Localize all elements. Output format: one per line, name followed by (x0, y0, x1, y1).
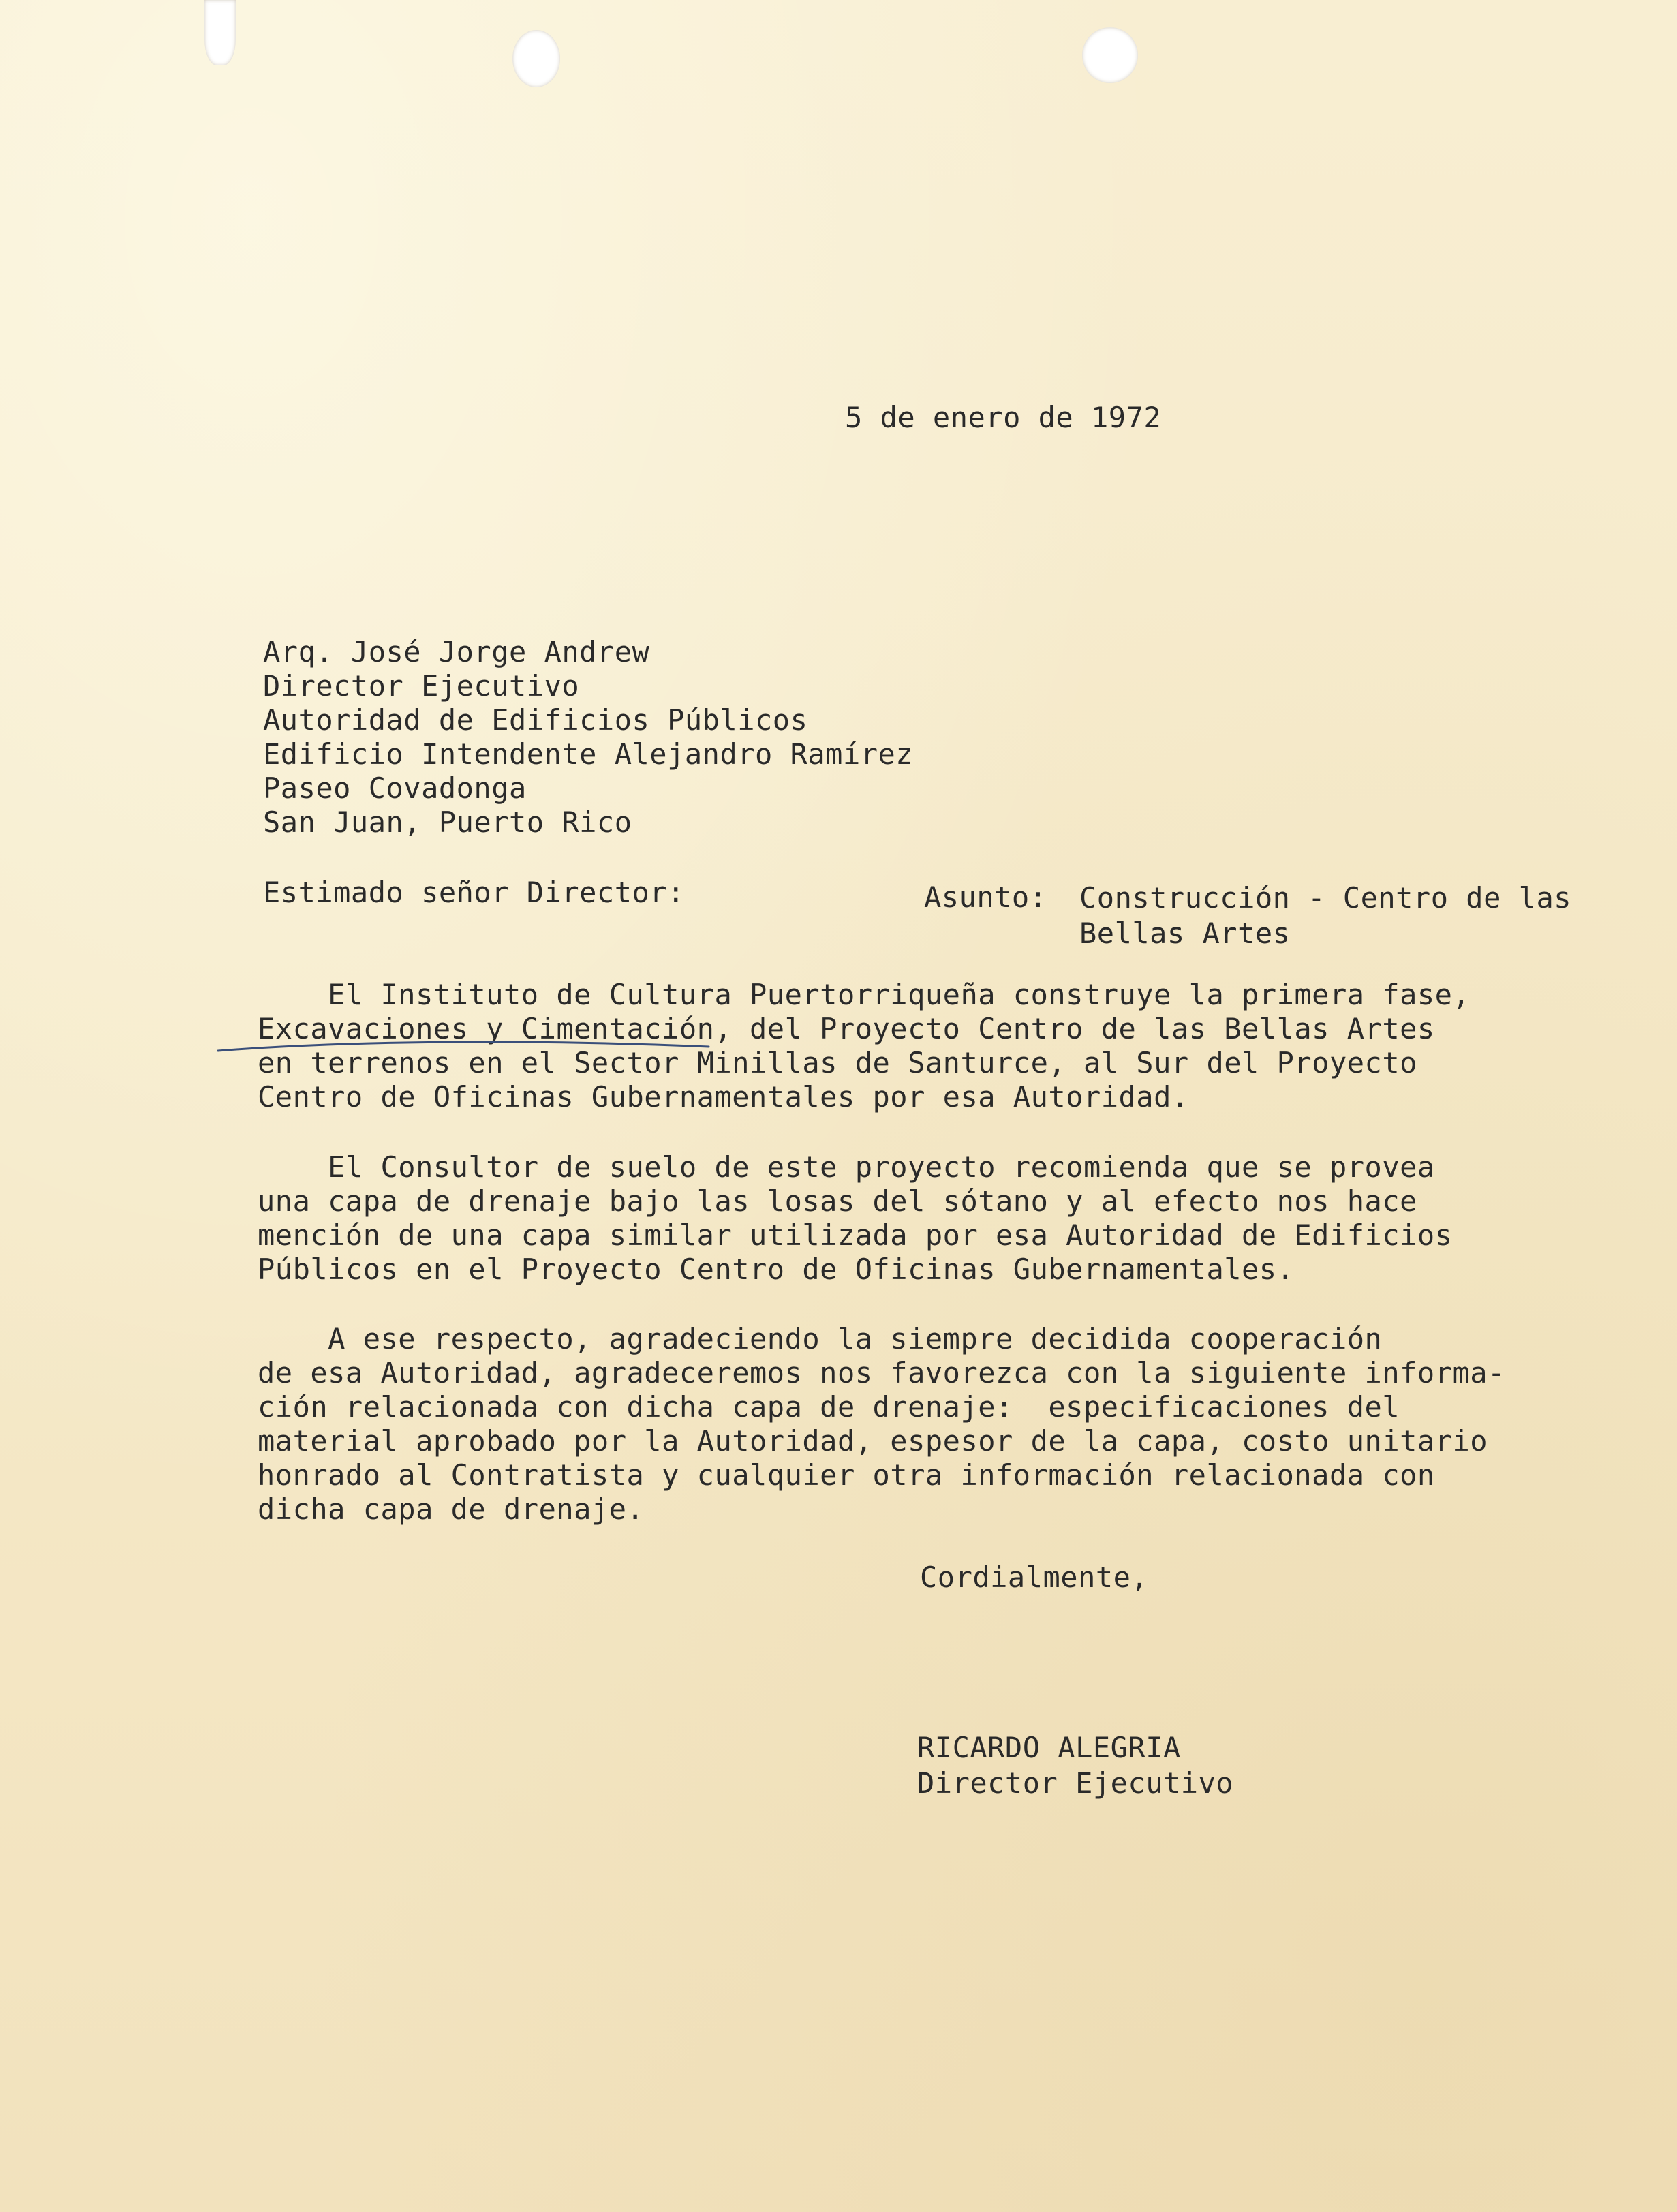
paragraph-line: en terrenos en el Sector Minillas de Santurce, al Sur del Proyecto (258, 1046, 1417, 1079)
body-paragraph (258, 1322, 1505, 1526)
recipient-line: Arq. José Jorge Andrew (263, 635, 650, 669)
paragraph-line: Excavaciones y Cimentación, del Proyecto Centro de las Bellas Artes (258, 1012, 1435, 1045)
paragraph-line: una capa de drenaje bajo las losas del sótano y al efecto nos hace (258, 1184, 1417, 1218)
paragraph-line: El Instituto de Cultura Puertorriqueña construye la primera fase, (258, 978, 1471, 1011)
salutation: Estimado señor Director: (263, 876, 685, 909)
paragraph-line: Centro de Oficinas Gubernamentales por esa Autoridad. (258, 1080, 1189, 1113)
letter-date: 5 de enero de 1972 (845, 401, 1162, 434)
punch-hole (512, 30, 560, 87)
recipient-line: Paseo Covadonga (263, 771, 527, 805)
subject-line: Construcción - Centro de las (1079, 881, 1572, 915)
signature-name: RICARDO ALEGRIA (917, 1731, 1181, 1764)
body-paragraph (258, 978, 1470, 1114)
paragraph-line: A ese respecto, agradeciendo la siempre decidida cooperación (258, 1322, 1383, 1355)
signature-title: Director Ejecutivo (917, 1766, 1234, 1800)
paragraph-line: de esa Autoridad, agradeceremos nos favorezca con la siguiente informa- (258, 1356, 1505, 1389)
body-paragraph (258, 1150, 1452, 1287)
subject-line: Bellas Artes (1079, 917, 1291, 950)
paragraph-line: honrado al Contratista y cualquier otra información relacionada con (258, 1458, 1435, 1492)
subject-label: Asunto: (924, 880, 1047, 914)
recipient-line: Edificio Intendente Alejandro Ramírez (263, 737, 914, 771)
paragraph-line: material aprobado por la Autoridad, espesor de la capa, costo unitario (258, 1424, 1488, 1458)
paragraph-line: El Consultor de suelo de este proyecto recomienda que se provea (258, 1150, 1435, 1184)
punch-hole (1082, 27, 1138, 83)
paragraph-line: mención de una capa similar utilizada por esa Autoridad de Edificios (258, 1218, 1453, 1252)
subject-value (1079, 880, 1571, 951)
recipient-line: San Juan, Puerto Rico (263, 805, 632, 839)
paragraph-line: Públicos en el Proyecto Centro de Oficinas Gubernamentales. (258, 1253, 1295, 1286)
punch-hole (204, 0, 236, 65)
paragraph-line: dicha capa de drenaje. (258, 1492, 645, 1526)
paragraph-line: ción relacionada con dicha capa de drenaje: especificaciones del (258, 1390, 1400, 1424)
recipient-address (263, 635, 913, 840)
closing: Cordialmente, (920, 1561, 1149, 1594)
recipient-line: Autoridad de Edificios Públicos (263, 703, 808, 737)
recipient-line: Director Ejecutivo (263, 669, 580, 703)
